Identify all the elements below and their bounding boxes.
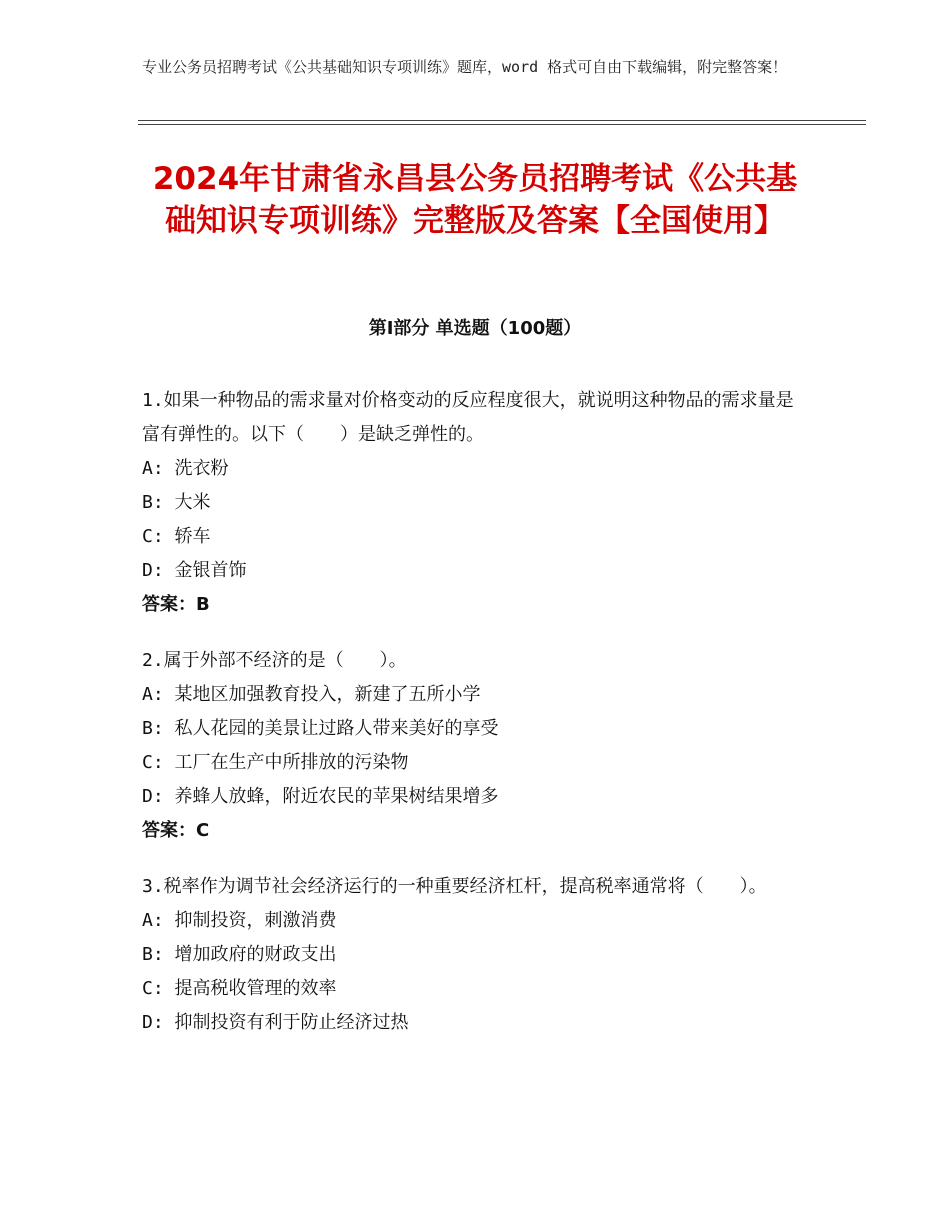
question-item <box>142 644 810 848</box>
answer-line: 答案：C <box>142 820 210 841</box>
header-divider <box>138 120 866 121</box>
answer-line: 答案：B <box>142 594 210 615</box>
option-b: B: 大米 <box>142 492 211 513</box>
option-a: A: 洗衣粉 <box>142 458 229 479</box>
document-title: 2024年甘肃省永昌县公务员招聘考试《公共基础知识专项训练》完整版及答案【全国使用】 <box>152 161 798 239</box>
question-stem: 2.属于外部不经济的是（ ）。 <box>142 650 407 671</box>
option-c: C: 轿车 <box>142 526 211 547</box>
option-c: C: 工厂在生产中所排放的污染物 <box>142 752 409 773</box>
header-divider-secondary <box>138 124 866 125</box>
option-c: C: 提高税收管理的效率 <box>142 978 337 999</box>
option-d: D: 金银首饰 <box>142 560 247 581</box>
question-stem: 3.税率作为调节社会经济运行的一种重要经济杠杆，提高税率通常将（ ）。 <box>142 876 767 897</box>
option-d: D: 养蜂人放蜂，附近农民的苹果树结果增多 <box>142 786 499 807</box>
question-item <box>142 384 810 622</box>
option-b: B: 增加政府的财政支出 <box>142 944 337 965</box>
option-d: D: 抑制投资有利于防止经济过热 <box>142 1012 409 1033</box>
question-stem: 1.如果一种物品的需求量对价格变动的反应程度很大，就说明这种物品的需求量是富有弹性的。以下（ ）是缺乏弹性的。 <box>142 390 794 445</box>
question-item <box>142 870 810 1040</box>
section-title: 第Ⅰ部分 单选题（100题） <box>368 318 582 339</box>
question-list <box>142 384 810 1062</box>
header-note: 专业公务员招聘考试《公共基础知识专项训练》题库，word 格式可自由下载编辑，附完整答案！ <box>142 58 788 76</box>
option-a: A: 抑制投资，刺激消费 <box>142 910 337 931</box>
option-b: B: 私人花园的美景让过路人带来美好的享受 <box>142 718 499 739</box>
option-a: A: 某地区加强教育投入，新建了五所小学 <box>142 684 481 705</box>
